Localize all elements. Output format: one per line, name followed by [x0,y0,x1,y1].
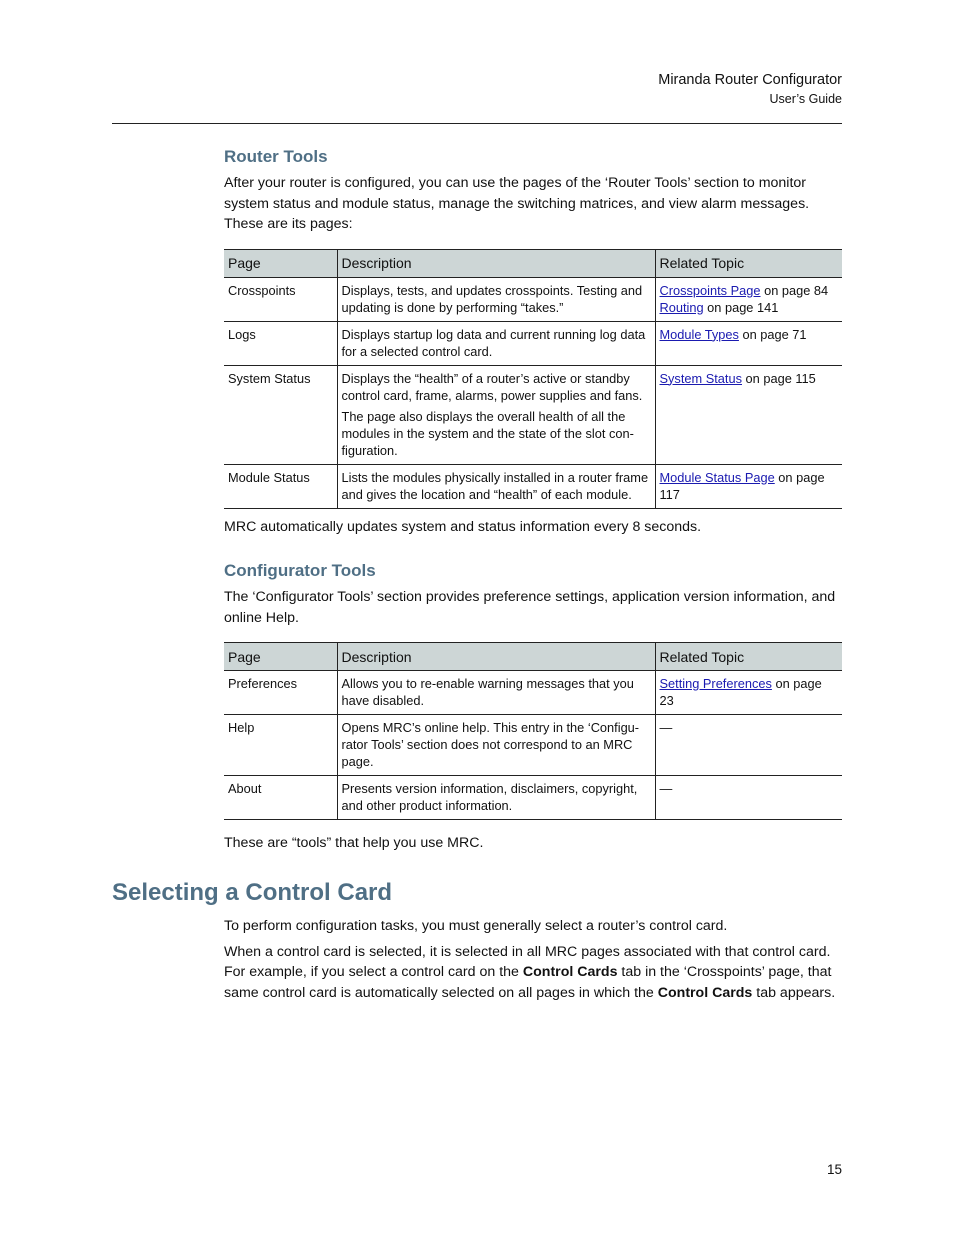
description-cell [337,776,655,820]
description-paragraph: Lists the modules physically installed in a router frame and gives the location and “health” of each module. [341,469,649,502]
router-tools-note: MRC automatically updates system and status information every 8 seconds. [224,518,702,535]
router-tools-intro: After your router is configured, you can use the pages of the ‘Router Tools’ section to monitor system status and module status, manage the switching matrices, and view alarm messages. These are its pages: [224,175,810,232]
related-topic-cell [655,365,842,464]
description-cell [337,715,655,776]
page-cell: About [224,776,337,820]
related-topic [660,780,839,797]
configurator-tools-table [224,642,842,820]
table-header-row [224,643,842,671]
description-paragraph: Displays, tests, and updates crosspoints. Testing and updating is done by performing “takes.” [341,282,643,315]
router-tools-table [224,249,842,509]
related-topic-page: on page 117 [659,469,825,502]
router-tools-heading: Router Tools [224,147,328,166]
text-run: tab appears. [752,984,836,1001]
description-cell [337,321,655,365]
related-topic [660,719,839,736]
table-header-row [224,249,842,277]
table-row [224,321,842,365]
configurator-tools-intro: The ‘Configurator Tools’ section provides preference settings, application version information, and online Help. [224,589,836,626]
text-run: When a control card is selected, it is selected in all MRC pages associated with that control card. For example, if you select a control card on the [224,943,831,980]
description-cell [337,671,655,715]
column-header: Description [337,249,655,277]
related-topic [660,299,839,316]
description-paragraph: Presents version information, disclaimers, copyright, and other product information. [341,781,638,813]
related-topic-link[interactable]: Module Types [659,326,739,342]
table-row [224,277,842,321]
related-topic-cell [655,464,842,508]
related-topic-cell [655,715,842,776]
header-rule [112,123,842,124]
selecting-paragraph-2 [224,942,844,1004]
bold-term: Control Cards [522,964,618,980]
column-header: Related Topic [655,249,842,277]
description-paragraph: Displays the “health” of a router’s active or standby control card, frame, alarms, power supplies and fans. [341,370,643,403]
description-paragraph: The page also displays the overall health of all the modules in the system and the state of the slot con-figuration. [341,408,634,458]
description-cell [337,365,655,464]
content-column [224,145,842,854]
related-topic-page: on page 71 [738,326,807,342]
column-header: Page [224,643,337,671]
description-cell [337,277,655,321]
bold-term: Control Cards [657,984,753,1001]
page-cell: Module Status [224,464,337,508]
header-subtitle: User’s Guide [769,92,842,106]
page-cell: Logs [224,321,337,365]
related-topic [660,675,839,709]
related-topic-cell [655,321,842,365]
running-header [658,70,842,108]
configurator-tools-note: These are “tools” that help you use MRC. [224,835,484,851]
related-topic-page: on page 141 [703,299,779,315]
related-topic-cell [655,277,842,321]
table-row [224,715,842,776]
related-topic-link[interactable]: Routing [659,299,704,315]
page-cell: Help [224,715,337,776]
selecting-section [224,916,844,1003]
page-number: 15 [826,1162,842,1177]
related-topic [660,370,839,387]
selecting-paragraph-1: To perform configuration tasks, you must generally select a router’s control card. [224,918,728,934]
table-row [224,365,842,464]
text-run: tab in the ‘Crosspoints’ page, that same control card is automatically selected on all pages in which the [224,964,832,1001]
related-topic [660,326,839,343]
table-row [224,671,842,715]
related-topic-page: on page 23 [659,676,822,708]
related-topic [660,469,839,503]
related-topic-cell [655,776,842,820]
page-cell: System Status [224,365,337,464]
related-topic-link[interactable]: Setting Preferences [659,676,772,691]
table-row [224,464,842,508]
header-title: Miranda Router Configurator [658,72,842,88]
description-paragraph: Opens MRC’s online help. This entry in the ‘Configu-rator Tools’ section does not correspond to an MRC page. [341,720,640,769]
related-topic [660,282,839,299]
description-paragraph: Displays startup log data and current running log data for a selected control card. [341,326,646,359]
column-header: Related Topic [655,643,842,671]
configurator-tools-heading: Configurator Tools [224,561,376,580]
column-header: Page [224,249,337,277]
table-row [224,776,842,820]
page-cell: Preferences [224,671,337,715]
column-header: Description [337,643,655,671]
related-topic-page: — [659,781,673,796]
related-topic-link[interactable]: Module Status Page [659,469,775,485]
related-topic-link[interactable]: System Status [659,370,742,386]
related-topic-link[interactable]: Crosspoints Page [659,282,761,298]
related-topic-page: on page 115 [742,370,816,386]
page-cell: Crosspoints [224,277,337,321]
selecting-control-card-heading: Selecting a Control Card [112,879,393,906]
description-paragraph: Allows you to re-enable warning messages that you have disabled. [341,676,634,708]
description-cell [337,464,655,508]
related-topic-page: on page 84 [760,282,829,298]
related-topic-cell [655,671,842,715]
related-topic-page: — [659,720,673,735]
